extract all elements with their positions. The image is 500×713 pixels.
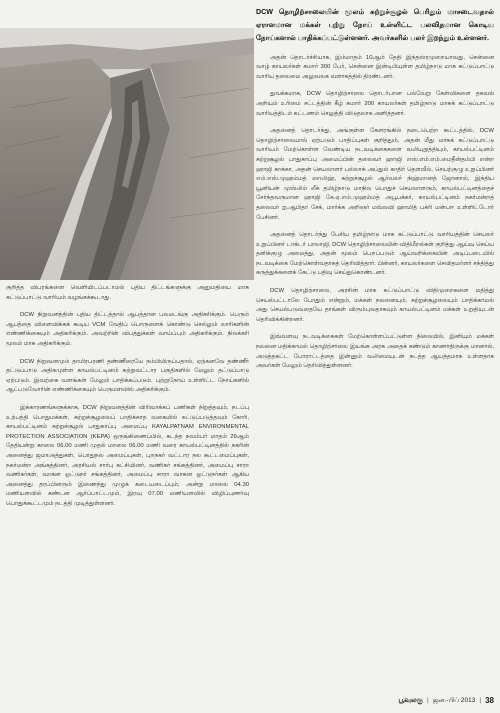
article-lead: DCW தொழிற்சாலையின் மூலம் சுற்றுச்சூழல் பெரிதும் மாசடைவதால் ஏராளமான மக்கள் புற்று நோய் உள்ளிட்ட பலவிதமான கொடிய நோய்களால் பாதிக்கப்பட்டுள்ளனர். அவர்களில் பலர் இறந்தும் உள்ளனர்.	[256, 8, 494, 43]
article-paragraph: அதனைத் தொடர்ந்து, அங்குள்ள கேளரங்கில் நடைபெற்ற கூட்டத்தில், DCW தொழிற்சாலையால் ஏற்படும் பாதிப்புகள் குறித்தும், அதன் மீது மாசுக் கட்டுப்பாட்டு வாரியம் மேற்கொள்ள வேண்டிய நடவடிக்கைகளை வலியுறுத்தியும், காயல்பட்டினம் சுற்றுசூழல் பாதுகாப்பு அமைப்பின் தலைவர் ஹாஜி எஸ்.எம்.எம்.மைதீன்தம்பி என்ற ஹாஜி காக்கா, அதன் செயலாளர் பல்லாக் அப்துல் காதிர் தௌவீல், செயற்குழு உறுப்பினர் எம்.எஸ்.முஹம்மத் ஸாலிஹ், சுற்றுச்சூழல் ஆர்வலர் நிஹ்மானத் ஜோனால், இந்திய யூனியன் முஸ்லிம் லீக் தமிழ்நாடு மாநில பொதுச் செயலாளரும், காயல்பட்டினத்தைச் சேர்ந்தவருமான ஹாஜி கே.ஏ.எம்.முஹம்மத் அபூபக்கர், காயல்பட்டினம் நகர்மன்றத் தலைவர் ஐ.ஆபிதா சேக், மார்க்க அறிஞர் மவ்லவி ஹாமித் பக்ரி மன்பஈ உள்ளிட்டோர் பேசினர்.	[256, 128, 494, 221]
article-paragraph: அதன் தொடர்ச்சியாக, இம்மாதம் 10ஆம் தேதி இந்தஸ்ரமுறையாவது, சென்னை வாழ் காயலர்கள் சுமார் 300 பேர், சென்னை இன்டிபியுள்ள தமிழ்நாடு மாசு கட்டுப்பாட்டு வாரிய தலைமை அலுவலக வளாகத்தில் திரண்டனர்.	[256, 54, 494, 80]
page-number: 38	[485, 696, 494, 705]
page-footer	[398, 696, 494, 705]
issue-date: ஜன.-பிப் 2013	[432, 696, 476, 704]
magazine-name: பூவுலகு	[398, 697, 423, 704]
article-photo	[0, 28, 254, 280]
article-paragraph: இவ்வளவு நடவடிக்கைகள் மேற்கொள்ளப்பட்டுள்ள நிலையில், இனியும் மக்கள் நலனை மதிக்காமல் தொழிற்சாலை இயங்க அரசு அதைக் கண்டும் காணாதிருக்கு மானால், அடுத்தகட்ட போராட்டத்தை இன்னும் வலிமையுடன் நடத்த ஆயத்தமாக உள்ளதாக அவர்கள் மேலும் தெரிவித்துள்ளனர்.	[256, 334, 494, 370]
article-paragraph: DCW நிறுவனமும் தாமிரபரணி தண்ணீரையே நம்பியிருப்பதால், ஏற்கனவே தண்ணீர் தட்டுப்பாடு அதிகமுள்ள காயல்பட்டினம் சுற்றுவட்டார பகுதிகளில் மேலும் தட்டுப்பாடு ஏற்படும். இவற்கை வளங்கள் மேலும் பாதிக்கப்படும். புற்றுநோய் உள்ளிட்ட நோய்களில் ஆட்படுவோரின் எண்ணிக்கையும் பெருமளவில் அதிகரிக்கும்.	[6, 358, 249, 394]
article-paragraph: குறித்த விபரங்களை வெளியிடப்படாமல் புதிய திட்டங்களுக்கு அனுமதியை மாசு கட்டுப்பாட்டு வாரியம் வழங்கக்கூடாது.	[6, 285, 249, 301]
article-left-column	[6, 284, 249, 517]
canal-landscape-image	[0, 28, 254, 280]
footer-separator: |	[426, 697, 429, 704]
article-paragraph: அதனைத் தொடர்ந்து பேசிய தமிழ்நாடு மாசு கட்டுப்பாட்டு வாரியத்தின் செயலர் உறுப்பினர் டாக்டர் பாலாஜி, DCW தொழிற்சாலையின் விதிமீறல்கள் குறித்து ஆய்வு செய்ய தனிக்குழு அமைத்து, அதன் மூலம் பெறப்படும் ஆய்வறிக்கையின் அடிப்படையில் நடவடிக்கை மேற்கொள்வதாகத் தெரிவித்தார். பின்னர், காயலர்களை செவிதமர்ளர் சந்தித்து கருத்துக்களைக் கேட்டு பதிவு செய்துகொண்டனர்.	[256, 232, 494, 277]
article-paragraph: துவக்கமாக, DCW தொழிற்சாலை தொடர்பான பல்வேறு கேள்விகளை தகவல் அறியும் உரிமை சட்டத்தின் கீழ் சுமார் 200 காயலர்கள் தமிழ்நாடு மாசுக் கட்டுப்பாட்டு வாரியத்திடம் கட்டணம் செலுத்தி விடுதலாக அளித்தனர்.	[256, 91, 494, 117]
footer-separator: |	[479, 697, 482, 704]
article-paragraph: DCW நிறுவனத்தின் புதிய திட்டத்தால் ஆபத்தான பலமடங்கு அதிகரிக்கும். பெரும் ஆபத்தை விளைவிக்கக் கூடிய VCM வேதிப் பொருளைக் கொண்டு செல்லும் லாரிகளின் எண்ணிக்கையும் அதிகரிக்கும். அவற்றின் விபத்துக்கள் வாய்ப்பும் அதிகரிக்கும். நிலக்கரி மூலம் மாசு அதிகரிக்கும்.	[6, 312, 249, 347]
article-right-column	[256, 6, 494, 380]
article-paragraph: DCW தொழிற்சாலை, அரசின் மாசு கட்டுப்பாட்டு விதிமுறைகளை மதித்து செயல்பட்டாலே போதும் என்றும், மக்கள் நலனையும், சுற்றுச்சூழலையும் பாதிக்காமல் அது செயல்படுவதையே தாங்கள் விரும்புவதாகவும் காயல்பட்டினம் மக்கள் உறுதியுடன் தெரிவிக்கின்றனர்.	[256, 288, 494, 323]
article-paragraph: இக்காரணங்களுக்காக, DCW நிறுவனத்தின் விரிவாக்கப் பணிகள் நிறுத்தவும், நடப்பு உற்பத்தி பொதுமக்கள், சுற்றுச்சூழலைப் பாதிக்காத வகையில் கட்டுப்படுத்தவும் கோரி, காயல்பட்டினம் சுற்றுச்சூழல் பாதுகாப்பு அமைப்பு KAYALPATNAM ENVIRONMENTAL PROTECTION ASSOCIATION (KEPA) ஒருங்கிணைப்பில், கடந்த நவம்பர் மாதம் 29ஆம் தேதியன்று காலை 06.00 மணி முதல் மாலை 06.00 மணி வரை காயல்பட்டினத்தில் நகரின் அனைத்து ஜமாஅத்துகள், பொதுநல அமைப்புகள், புறநகர் வட்டார நல கூட்டமைப்புகள், நகர்மன்ற அங்கத்தினர், அரசியல் சார்பு கட்சியினர், வணிகர் சங்கத்தினர், அமைப்பு சாரா வணிகர்கள், வாகன ஓட்டுநர் சங்கத்தினர், அமைப்பு சாரா வாகன ஓட்டுநர்கள் ஆகிய அனைத்து தரப்பினரும் இணைந்து முழுக் கடையடைப்பும், அன்று மாலை 04.30 மணியளவில் கண்டன ஆர்ப்பாட்டமும், இரவு 07.00 மணியளவில் விழிப்புணர்வு பொதுக்கூட்டமும் நடத்தி முடித்துள்ளனர்.	[6, 404, 249, 507]
